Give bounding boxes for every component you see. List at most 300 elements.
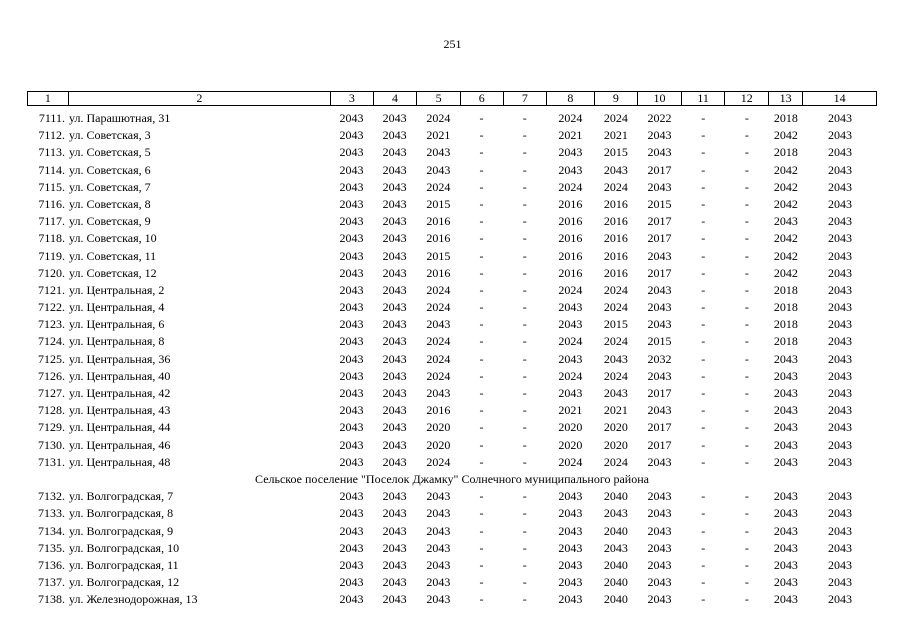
table-body (27, 110, 877, 608)
row-value: 2042 (773, 162, 798, 177)
row-number: 7111. (38, 111, 65, 125)
row-value: 2043 (827, 128, 852, 143)
row-value: - (744, 351, 749, 366)
row-value: - (479, 437, 484, 452)
row-value: - (522, 179, 527, 194)
table-row (27, 540, 877, 557)
row-address: ул. Советская, 7 (68, 179, 151, 194)
table-row (27, 351, 877, 368)
row-value: - (479, 282, 484, 297)
row-value: 2024 (558, 368, 583, 383)
row-value: 2043 (773, 351, 798, 366)
row-value: - (701, 523, 706, 538)
row-value: - (744, 386, 749, 400)
row-value: 2024 (426, 300, 451, 315)
row-value: 2016 (603, 248, 628, 263)
table-row (27, 127, 877, 144)
row-value: - (522, 317, 527, 332)
row-value: 2043 (426, 557, 451, 572)
row-value: 2043 (426, 592, 451, 607)
row-value: 2015 (426, 196, 451, 211)
row-value: 2043 (827, 506, 852, 521)
row-value: 2016 (558, 214, 583, 229)
row-value: - (701, 403, 706, 418)
row-number: 7138. (37, 592, 65, 607)
row-value: - (744, 489, 749, 504)
row-value: 2043 (773, 386, 798, 400)
row-value: - (701, 557, 706, 572)
row-value: 2043 (773, 437, 798, 452)
row-value: 2043 (827, 437, 852, 452)
row-value: - (701, 248, 706, 263)
row-value: 2043 (558, 540, 583, 555)
row-value: - (701, 334, 706, 349)
row-value: - (479, 523, 484, 538)
row-value: 2020 (558, 420, 583, 435)
row-value: 2043 (603, 506, 628, 521)
row-value: 2043 (382, 523, 407, 538)
row-value: 2043 (426, 145, 451, 160)
table-row (27, 179, 877, 196)
row-value: 2021 (426, 128, 451, 143)
table-row (27, 368, 877, 385)
row-value: 2043 (773, 368, 798, 383)
row-value: 2020 (426, 420, 451, 435)
row-value: 2043 (339, 231, 364, 246)
column-header: 5 (416, 92, 460, 105)
row-value: 2024 (558, 111, 583, 125)
row-value: 2043 (382, 179, 407, 194)
row-value: 2017 (647, 386, 672, 400)
row-value: 2016 (558, 196, 583, 211)
row-value: - (522, 214, 527, 229)
row-value: 2024 (426, 334, 451, 349)
row-number: 7112. (38, 128, 65, 143)
row-value: - (479, 317, 484, 332)
row-value: 2017 (647, 437, 672, 452)
row-value: - (701, 540, 706, 555)
row-number: 7127. (37, 386, 65, 400)
row-value: - (701, 145, 706, 160)
row-value: 2021 (558, 128, 583, 143)
row-value: 2015 (647, 196, 672, 211)
row-value: - (744, 300, 749, 315)
row-value: - (744, 523, 749, 538)
row-number: 7130. (37, 437, 65, 452)
row-value: 2043 (382, 454, 407, 469)
row-value: - (522, 592, 527, 607)
row-value: 2043 (647, 403, 672, 418)
row-value: 2043 (339, 454, 364, 469)
row-value: 2018 (773, 282, 798, 297)
row-value: 2043 (558, 386, 583, 400)
row-value: 2016 (558, 248, 583, 263)
table-row (27, 299, 877, 316)
row-value: 2043 (773, 403, 798, 418)
column-header: 8 (546, 92, 593, 105)
row-value: 2043 (382, 248, 407, 263)
row-address: ул. Центральная, 46 (68, 437, 171, 452)
row-address: ул. Центральная, 4 (68, 300, 165, 315)
row-number: 7135. (37, 540, 65, 555)
row-value: - (479, 368, 484, 383)
row-value: 2043 (339, 592, 364, 607)
row-address: ул. Советская, 8 (68, 196, 151, 211)
row-value: - (701, 317, 706, 332)
column-header: 6 (460, 92, 503, 105)
row-value: 2043 (827, 540, 852, 555)
row-address: ул. Парашютная, 31 (68, 111, 171, 125)
row-value: - (522, 282, 527, 297)
row-value: 2043 (339, 111, 364, 125)
row-value: - (479, 420, 484, 435)
table-row (27, 230, 877, 247)
row-value: 2024 (603, 111, 628, 125)
row-value: - (522, 386, 527, 400)
row-value: - (479, 557, 484, 572)
row-address: ул. Волгоградская, 12 (68, 575, 180, 590)
row-value: - (701, 592, 706, 607)
row-value: 2043 (382, 231, 407, 246)
row-value: - (479, 214, 484, 229)
row-value: 2043 (558, 351, 583, 366)
row-value: 2015 (426, 248, 451, 263)
row-value: 2043 (827, 265, 852, 280)
row-value: 2043 (647, 489, 672, 504)
row-value: - (744, 162, 749, 177)
row-value: 2021 (603, 128, 628, 143)
row-value: 2043 (339, 145, 364, 160)
row-value: 2043 (558, 300, 583, 315)
row-value: 2018 (773, 334, 798, 349)
row-value: 2024 (426, 282, 451, 297)
row-value: - (479, 334, 484, 349)
row-value: 2043 (827, 368, 852, 383)
row-number: 7132. (37, 489, 65, 504)
row-value: - (744, 454, 749, 469)
row-value: 2024 (603, 300, 628, 315)
column-header: 10 (637, 92, 681, 105)
row-value: 2043 (827, 575, 852, 590)
row-value: - (522, 403, 527, 418)
row-value: 2043 (426, 162, 451, 177)
row-value: 2024 (558, 334, 583, 349)
row-value: - (479, 489, 484, 504)
row-number: 7123. (37, 317, 65, 332)
row-value: 2043 (426, 575, 451, 590)
row-value: 2043 (827, 386, 852, 400)
row-value: - (744, 420, 749, 435)
page-number: 251 (443, 37, 462, 51)
row-value: 2015 (603, 317, 628, 332)
row-value: 2016 (603, 196, 628, 211)
row-value: - (701, 128, 706, 143)
row-value: 2043 (827, 214, 852, 229)
row-value: - (701, 437, 706, 452)
row-value: 2021 (558, 403, 583, 418)
row-value: - (744, 592, 749, 607)
row-value: - (522, 368, 527, 383)
column-header: 2 (68, 92, 330, 105)
row-value: - (744, 265, 749, 280)
row-value: 2043 (382, 592, 407, 607)
row-value: - (522, 248, 527, 263)
row-value: - (522, 351, 527, 366)
row-value: 2043 (339, 420, 364, 435)
row-value: - (744, 334, 749, 349)
row-address: ул. Советская, 3 (68, 128, 151, 143)
row-value: - (522, 196, 527, 211)
row-value: 2024 (603, 282, 628, 297)
row-number: 7129. (37, 420, 65, 435)
row-value: 2043 (426, 523, 451, 538)
column-header: 3 (330, 92, 373, 105)
row-address: ул. Советская, 12 (68, 265, 157, 280)
row-value: 2043 (827, 248, 852, 263)
row-value: 2043 (827, 489, 852, 504)
table-row (27, 402, 877, 419)
row-value: 2016 (603, 231, 628, 246)
row-value: 2043 (773, 454, 798, 469)
row-value: 2043 (558, 557, 583, 572)
row-number: 7115. (38, 179, 65, 194)
row-value: 2017 (647, 214, 672, 229)
row-address: ул. Центральная, 40 (68, 368, 171, 383)
row-value: 2043 (827, 300, 852, 315)
row-value: 2043 (647, 454, 672, 469)
row-value: 2043 (773, 523, 798, 538)
row-value: 2043 (382, 386, 407, 400)
row-number: 7126. (37, 368, 65, 383)
row-value: 2042 (773, 196, 798, 211)
table-row (27, 488, 877, 505)
table-row (27, 437, 877, 454)
row-value: - (744, 111, 749, 125)
row-value: 2043 (773, 420, 798, 435)
row-value: 2043 (827, 454, 852, 469)
row-value: 2018 (773, 300, 798, 315)
row-address: ул. Волгоградская, 9 (68, 523, 174, 538)
row-value: 2024 (426, 454, 451, 469)
row-value: 2043 (827, 334, 852, 349)
row-address: ул. Советская, 5 (68, 145, 151, 160)
column-header: 9 (594, 92, 638, 105)
row-value: 2043 (827, 420, 852, 435)
row-value: 2043 (647, 300, 672, 315)
row-address: ул. Волгоградская, 7 (68, 489, 174, 504)
row-value: 2042 (773, 231, 798, 246)
row-address: ул. Волгоградская, 11 (68, 557, 179, 572)
row-address: ул. Советская, 9 (68, 214, 151, 229)
row-value: - (701, 231, 706, 246)
row-value: 2021 (603, 403, 628, 418)
row-value: 2024 (558, 282, 583, 297)
row-value: - (479, 128, 484, 143)
row-value: 2043 (382, 506, 407, 521)
row-value: 2043 (647, 523, 672, 538)
row-value: 2043 (603, 386, 628, 400)
table-row (27, 454, 877, 471)
row-value: 2016 (426, 265, 451, 280)
row-value: 2043 (558, 489, 583, 504)
row-value: 2043 (339, 575, 364, 590)
row-value: 2043 (382, 437, 407, 452)
row-value: - (479, 386, 484, 400)
table-row (27, 144, 877, 161)
row-value: - (701, 368, 706, 383)
row-value: 2043 (339, 368, 364, 383)
row-value: 2043 (382, 282, 407, 297)
row-value: 2020 (603, 437, 628, 452)
row-address: ул. Центральная, 6 (68, 317, 165, 332)
row-value: - (522, 145, 527, 160)
row-address: ул. Волгоградская, 8 (68, 506, 174, 521)
table-row (27, 385, 877, 402)
row-value: 2043 (382, 265, 407, 280)
row-value: - (522, 557, 527, 572)
row-value: 2043 (382, 368, 407, 383)
row-number: 7118. (38, 231, 65, 246)
column-header: 4 (373, 92, 417, 105)
row-value: 2043 (558, 317, 583, 332)
row-value: 2043 (339, 128, 364, 143)
row-value: 2043 (827, 592, 852, 607)
row-value: - (701, 351, 706, 366)
row-value: 2016 (558, 265, 583, 280)
row-value: 2043 (382, 540, 407, 555)
row-value: - (744, 575, 749, 590)
row-value: 2043 (339, 300, 364, 315)
row-address: ул. Волгоградская, 10 (68, 540, 180, 555)
row-number: 7116. (38, 196, 65, 211)
row-value: 2018 (773, 111, 798, 125)
row-value: 2043 (382, 403, 407, 418)
row-value: - (479, 145, 484, 160)
row-value: 2043 (382, 111, 407, 125)
column-header: 1 (44, 91, 51, 105)
row-value: - (701, 506, 706, 521)
row-number: 7131. (37, 454, 65, 469)
row-value: 2043 (558, 506, 583, 521)
row-address: ул. Центральная, 44 (68, 420, 171, 435)
row-value: 2024 (603, 179, 628, 194)
row-number: 7117. (38, 214, 65, 229)
row-value: 2043 (382, 334, 407, 349)
row-value: - (701, 162, 706, 177)
row-value: - (522, 111, 527, 125)
row-address: ул. Советская, 6 (68, 162, 151, 177)
row-value: 2043 (647, 145, 672, 160)
row-value: 2043 (558, 145, 583, 160)
row-value: - (744, 196, 749, 211)
row-number: 7125. (37, 351, 65, 366)
row-value: 2040 (603, 557, 628, 572)
row-value: 2043 (773, 214, 798, 229)
row-value: - (744, 437, 749, 452)
row-value: 2043 (339, 334, 364, 349)
row-value: 2024 (426, 111, 451, 125)
row-value: 2043 (827, 196, 852, 211)
row-value: 2043 (558, 162, 583, 177)
row-value: 2043 (647, 506, 672, 521)
row-value: - (479, 248, 484, 263)
row-value: 2043 (426, 386, 451, 400)
row-value: - (701, 214, 706, 229)
row-value: 2040 (603, 575, 628, 590)
row-value: 2016 (426, 214, 451, 229)
row-value: 2043 (339, 248, 364, 263)
row-value: 2040 (603, 592, 628, 607)
row-value: 2043 (339, 437, 364, 452)
row-value: - (479, 231, 484, 246)
row-number: 7134. (37, 523, 65, 538)
row-value: - (522, 540, 527, 555)
row-value: 2043 (339, 179, 364, 194)
row-value: 2043 (647, 128, 672, 143)
row-value: 2017 (647, 420, 672, 435)
row-value: 2024 (426, 368, 451, 383)
row-value: 2024 (603, 454, 628, 469)
row-address: ул. Центральная, 43 (68, 403, 171, 418)
row-value: 2043 (382, 317, 407, 332)
row-value: 2017 (647, 162, 672, 177)
table-row (27, 265, 877, 282)
row-number: 7120. (37, 265, 65, 280)
row-value: - (479, 592, 484, 607)
row-value: - (744, 557, 749, 572)
row-value: 2018 (773, 317, 798, 332)
column-header: 14 (802, 92, 876, 105)
table-row (27, 248, 877, 265)
row-value: - (522, 300, 527, 315)
row-value: - (744, 540, 749, 555)
row-address: ул. Советская, 11 (68, 248, 157, 263)
row-value: - (479, 403, 484, 418)
row-number: 7137. (37, 575, 65, 590)
row-value: - (701, 196, 706, 211)
row-value: 2043 (382, 128, 407, 143)
row-value: 2024 (426, 179, 451, 194)
row-value: - (701, 575, 706, 590)
row-value: 2043 (339, 265, 364, 280)
row-value: - (522, 334, 527, 349)
row-number: 7114. (38, 162, 65, 177)
row-number: 7136. (37, 557, 65, 572)
row-value: 2015 (647, 334, 672, 349)
column-header: 7 (503, 92, 547, 105)
row-value: 2016 (603, 265, 628, 280)
row-value: 2043 (382, 162, 407, 177)
row-value: 2043 (426, 317, 451, 332)
column-header: 11 (681, 92, 725, 105)
row-address: ул. Железнодорожная, 13 (68, 592, 198, 607)
row-value: 2024 (603, 368, 628, 383)
row-value: 2043 (382, 214, 407, 229)
row-value: - (479, 179, 484, 194)
row-value: - (522, 523, 527, 538)
row-value: 2043 (339, 506, 364, 521)
row-value: 2043 (339, 196, 364, 211)
row-value: - (522, 128, 527, 143)
row-value: 2020 (558, 437, 583, 452)
row-value: 2043 (827, 351, 852, 366)
row-value: 2043 (647, 248, 672, 263)
row-value: - (479, 540, 484, 555)
row-value: 2017 (647, 231, 672, 246)
row-value: - (522, 265, 527, 280)
table-row (27, 162, 877, 179)
row-value: - (522, 506, 527, 521)
